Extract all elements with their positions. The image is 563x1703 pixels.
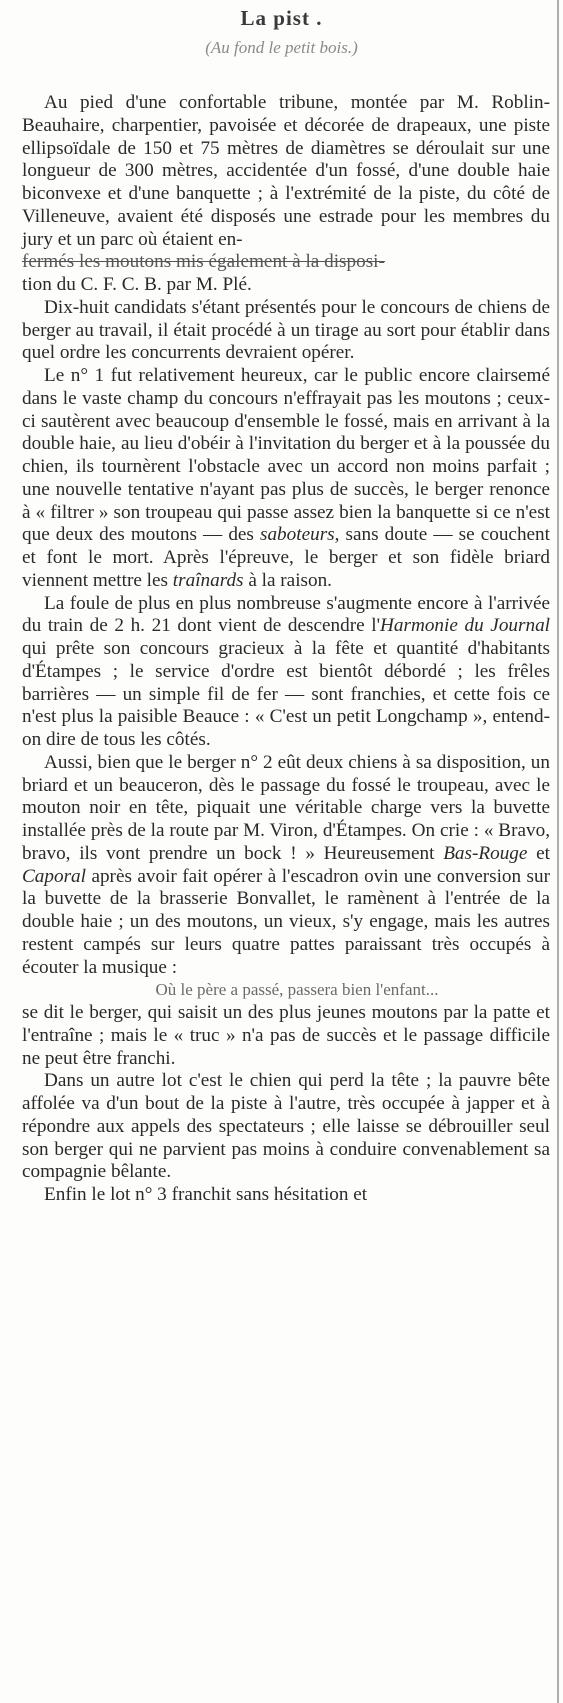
paragraph-5-text-c: après avoir fait opérer à l'escadron ovin une conversion sur la buvette de la brasserie Bonvallet, le ramènent à l'entrée de la double haie ; un des moutons, un vieux, s'y engage, mais les autres restent campés sur leurs quatre pattes paraissant très occupés à écouter la musique : [22,865,550,978]
article-title: La pist . [240,6,323,30]
paragraph-3-emphasis-saboteurs: saboteurs [260,524,335,546]
paragraph-7: Dans un autre lot c'est le chien qui perd la tête ; la pauvre bête affolée va d'un bout de la piste à l'autre, très occupée à japper et à répondre aux appels des spectateurs ; elle laisse se débrouiller seul son berger qui ne parvient pas moins à conduire convenablement sa compagnie bêlante. [22,1070,550,1183]
article-subtitle: (Au fond le petit bois.) [205,38,358,57]
paragraph-2: Dix-huit candidats s'étant présentés pour le concours de chiens de berger au travail, il était procédé à un tirage au sort pour établir dans quel ordre les concurrents devraient opérer. [22,296,550,364]
paragraph-1-struck-line: fermés les moutons mis également à la disposi- [22,251,385,273]
paragraph-5-text-b: et [527,842,550,864]
paragraph-4-text-b: qui prête son concours gracieux à la fête et quantité d'habitants d'Étampes ; le service d'ordre est bientôt débordé ; les frêles barrières — un simple fil de fer — sont franchies, et cette fois ce n'est plus la paisible Beauce : « C'est un petit Longchamp », entend-on dire de tous les côtés. [22,638,550,750]
paragraph-3-text-c: à la raison. [243,569,332,591]
column-rule [557,0,559,1703]
paragraph-1 [22,92,550,297]
paragraph-5-emphasis-bas-rouge: Bas-Rouge [443,842,528,864]
paragraph-4 [22,593,550,752]
article-body [22,92,550,1207]
paragraph-3-text-a: Le n° 1 fut relativement heureux, car le public encore clairsemé dans le vaste champ du concours n'effrayait pas les moutons ; ceux-ci sautèrent avec beaucoup d'ensemble le fossé, mais en arrivant à la double haie, au lieu d'obéir à l'invitation du berger et à la poussée du chien, ils tournèrent l'obstacle avec un accord non moins parfait ; une nouvelle tentative n'ayant pas plus de succès, le berger renonce à « filtrer » son troupeau qui passe assez bien la banquette si ce n'est que deux des moutons — des [22,365,550,546]
paragraph-4-text-a: La foule de plus en plus nombreuse s'augmente encore à l'arrivée du train de 2 h. 21 dont vient de descendre l' [22,592,550,637]
paragraph-3 [22,365,550,593]
quoted-verse: Où le père a passé, passera bien l'enfant... [155,980,439,1000]
paragraph-6: se dit le berger, qui saisit un des plus jeunes moutons par la patte et l'entraîne ; mais le « truc » n'a pas de succès et le passage difficile ne peut être franchi. [22,1002,550,1069]
paragraph-8: Enfin le lot n° 3 franchit sans hésitation et [44,1184,368,1205]
paragraph-5 [22,752,550,980]
paragraph-5-text-a: Aussi, bien que le berger n° 2 eût deux chiens à sa disposition, un briard et un beauceron, dès le passage du fossé le troupeau, avec le mouton noir en tête, piquait une véritable charge vers la buvette installée près de la route par M. Viron, d'Étampes. On crie : « Bravo, bravo, ils vont prendre un bock ! » Heureusement [22,751,550,864]
paragraph-1-text: Au pied d'une confortable tribune, montée par M. Roblin-Beauhaire, charpentier, pavoisée et décorée de drapeaux, une piste ellipsoïdale de 150 et 75 mètres de diamètres se déroulait sur une longueur de 300 mètres, accidentée d'un fossé, d'une double haie biconvexe et d'une banquette ; à l'extrémité de la piste, du côté de Villeneuve, avaient été disposés une estrade pour les membres du jury et un parc où étaient en- [22,92,550,250]
paragraph-3-emphasis-trainards: traînards [172,569,244,591]
paragraph-5-emphasis-caporal: Caporal [22,865,86,887]
paragraph-3-text-b: , sans doute — se couchent et font le mort. Après l'épreuve, le berger et son fidèle briard viennent mettre les [22,524,550,591]
paragraph-4-emphasis-harmonie: Harmonie du Journal [380,615,550,637]
paragraph-1-end: tion du C. F. C. B. par M. Plé. [22,274,252,295]
